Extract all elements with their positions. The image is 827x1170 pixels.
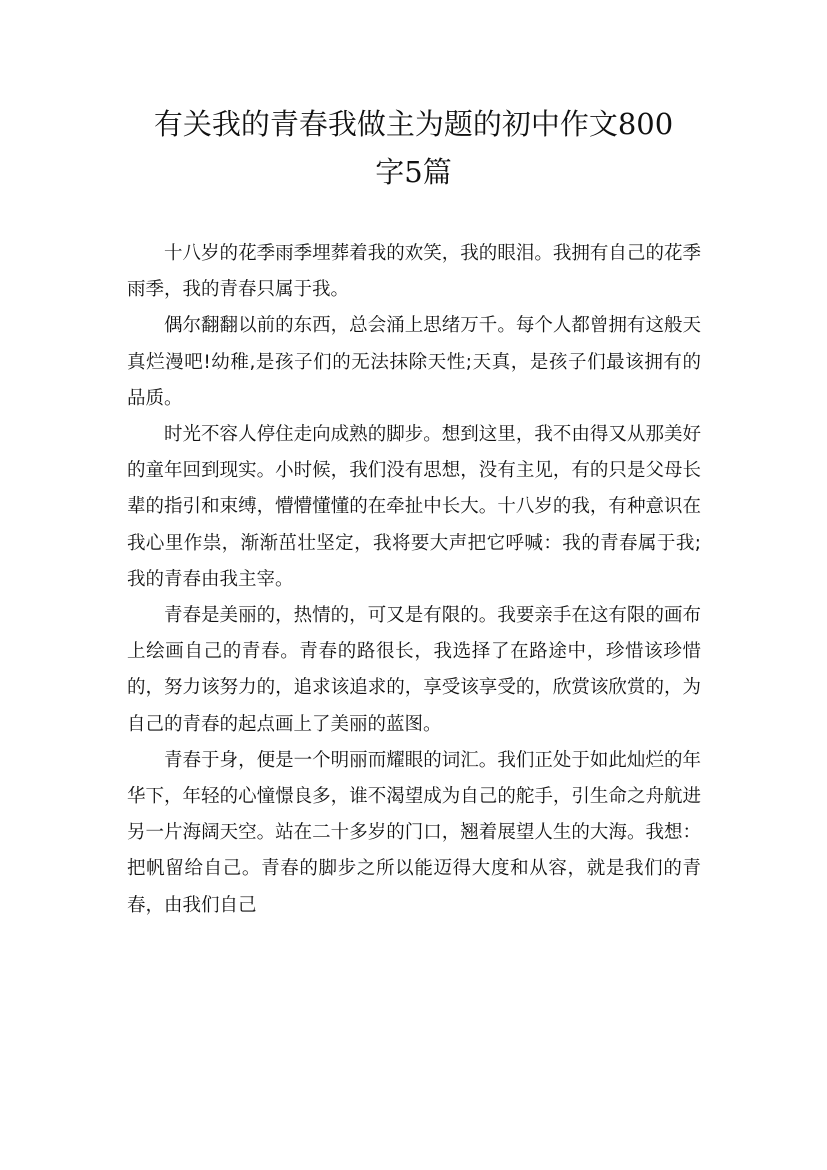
- document-body: [127, 236, 701, 924]
- paragraph: 十八岁的花季雨季埋葬着我的欢笑，我的眼泪。我拥有自己的花季雨季，我的青春只属于我。: [127, 243, 701, 301]
- title-line-1: 有关我的青春我做主为题的初中作文800: [153, 107, 674, 141]
- paragraph: 偶尔翻翻以前的东西，总会涌上思绪万千。每个人都曾拥有这般天真烂漫吧!幼稚,是孩子们的无法抹除天性;天真，是孩子们最该拥有的品质。: [127, 315, 701, 409]
- title-line-2: 字5篇: [375, 155, 452, 189]
- document-title: [100, 100, 727, 196]
- paragraph: 青春是美丽的，热情的，可又是有限的。我要亲手在这有限的画布上绘画自己的青春。青春的路很长，我选择了在路途中，珍惜该珍惜的，努力该努力的，追求该追求的，享受该享受的，欣赏该欣赏的，为自己的青春的起点画上了美丽的蓝图。: [127, 605, 701, 735]
- paragraph: 青春于身，便是一个明丽而耀眼的词汇。我们正处于如此灿烂的年华下，年轻的心憧憬良多，谁不渴望成为自己的舵手，引生命之舟航进另一片海阔天空。站在二十多岁的门口，翘着展望人生的大海。我想：把帆留给自己。青春的脚步之所以能迈得大度和从容，就是我们的青春，由我们自己: [127, 749, 701, 916]
- paragraph: 时光不容人停住走向成熟的脚步。想到这里，我不由得又从那美好的童年回到现实。小时候，我们没有思想，没有主见，有的只是父母长辈的指引和束缚，懵懵懂懂的在牵扯中长大。十八岁的我，有种意识在我心里作祟，渐渐茁壮坚定，我将要大声把它呼喊：我的青春属于我;我的青春由我主宰。: [127, 424, 701, 590]
